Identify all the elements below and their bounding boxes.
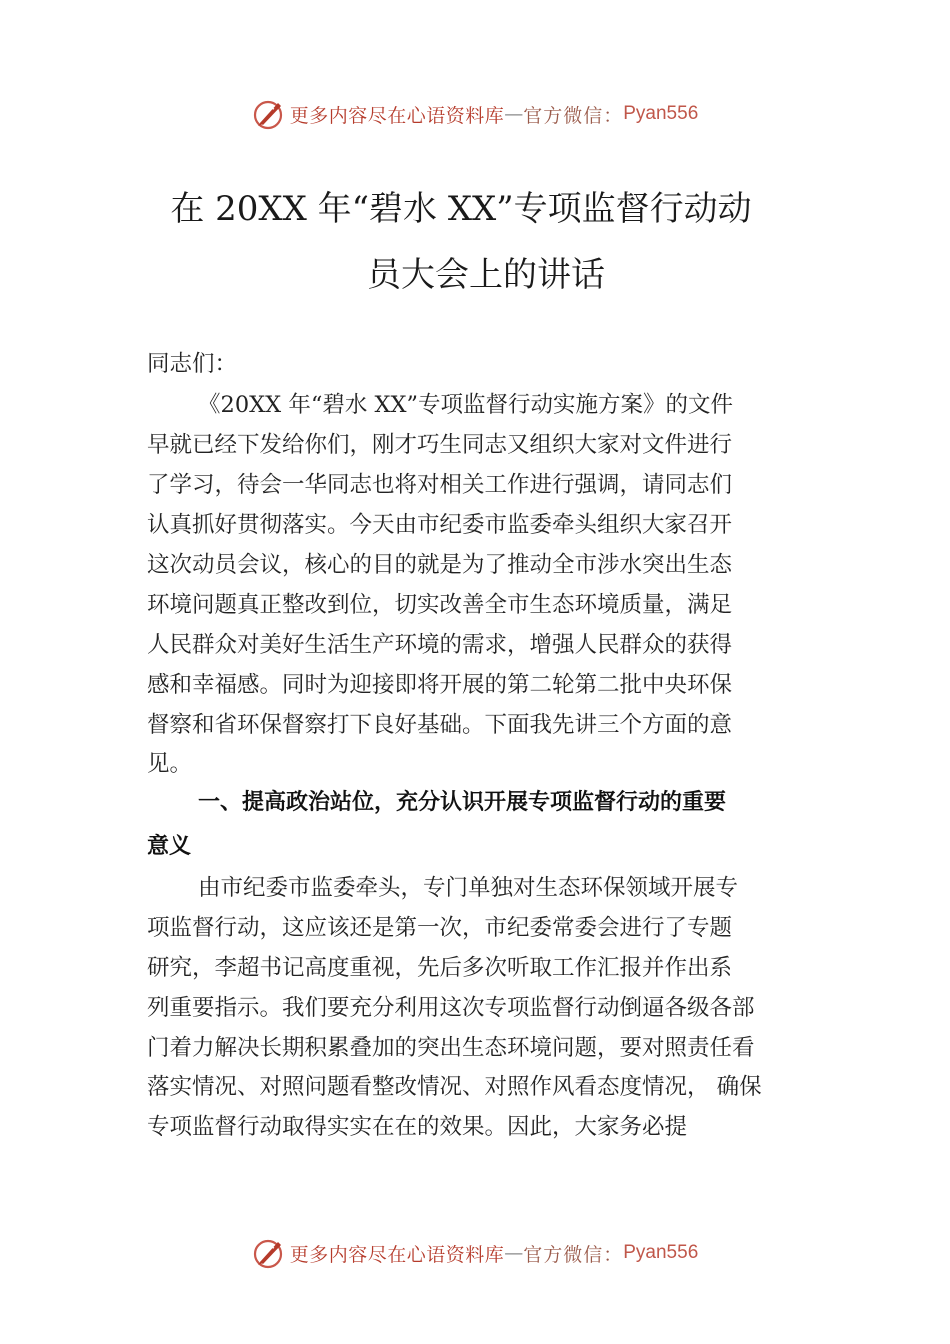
watermark-banner-top bbox=[0, 94, 950, 134]
banner-text: 更多内容尽在心语资料库 bbox=[289, 1243, 505, 1266]
paragraph-line: 落实情况、对照问题看整改情况、对照作风看态度情况， 确保 bbox=[147, 1074, 762, 1100]
paragraph-line: 研究，李超书记高度重视，先后多次听取工作汇报并作出系 bbox=[147, 955, 733, 981]
banner-separator: — bbox=[504, 103, 524, 125]
paragraph-line: 专项监督行动取得实实在在的效果。因此，大家务必提 bbox=[147, 1114, 688, 1140]
quill-pen-icon bbox=[252, 97, 286, 131]
paragraph-line: 了学习，待会一华同志也将对相关工作进行强调，请同志们 bbox=[147, 472, 733, 498]
banner-text: 更多内容尽在心语资料库 bbox=[289, 104, 505, 127]
paragraph-line: 人民群众对美好生活生产环境的需求，增强人民群众的获得 bbox=[147, 632, 733, 658]
banner-wechat-id: Pyan556 bbox=[623, 1242, 699, 1263]
paragraph-line: 早就已经下发给你们，刚才巧生同志又组织大家对文件进行 bbox=[147, 432, 733, 458]
banner-wechat-label: 官方微信： bbox=[523, 104, 624, 127]
paragraph-line: 由市纪委市监委牵头，专门单独对生态环保领域开展专 bbox=[198, 875, 739, 901]
banner-separator: — bbox=[504, 1242, 524, 1264]
section-heading-1-cont: 意义 bbox=[147, 834, 192, 859]
quill-pen-icon bbox=[252, 1236, 286, 1270]
salutation: 同志们： bbox=[147, 351, 238, 377]
watermark-banner-bottom bbox=[0, 1233, 950, 1273]
section-heading-1: 一、提高政治站位，充分认识开展专项监督行动的重要 bbox=[198, 790, 727, 815]
paragraph-line: 门着力解决长期积累叠加的突出生态环境问题，要对照责任看 bbox=[147, 1035, 755, 1061]
paragraph-line: 见。 bbox=[147, 751, 193, 777]
banner-wechat-label: 官方微信： bbox=[523, 1243, 624, 1266]
document-title-line-2: 员大会上的讲话 bbox=[367, 255, 605, 295]
paragraph-line: 列重要指示。我们要充分利用这次专项监督行动倒逼各级各部 bbox=[147, 995, 755, 1021]
paragraph-line: 项监督行动，这应该还是第一次，市纪委常委会进行了专题 bbox=[147, 915, 733, 941]
document-title-line-1: 在 20XX 年“碧水 XX”专项监督行动动 bbox=[170, 189, 752, 229]
paragraph-line: 环境问题真正整改到位，切实改善全市生态环境质量，满足 bbox=[147, 592, 733, 618]
paragraph-line: 《20XX 年“碧水 XX”专项监督行动实施方案》的文件 bbox=[198, 392, 734, 418]
paragraph-line: 认真抓好贯彻落实。今天由市纪委市监委牵头组织大家召开 bbox=[147, 512, 733, 538]
paragraph-line: 感和幸福感。同时为迎接即将开展的第二轮第二批中央环保 bbox=[147, 672, 733, 698]
paragraph-line: 督察和省环保督察打下良好基础。下面我先讲三个方面的意 bbox=[147, 712, 733, 738]
banner-wechat-id: Pyan556 bbox=[623, 103, 699, 124]
paragraph-line: 这次动员会议，核心的目的就是为了推动全市涉水突出生态 bbox=[147, 552, 733, 578]
